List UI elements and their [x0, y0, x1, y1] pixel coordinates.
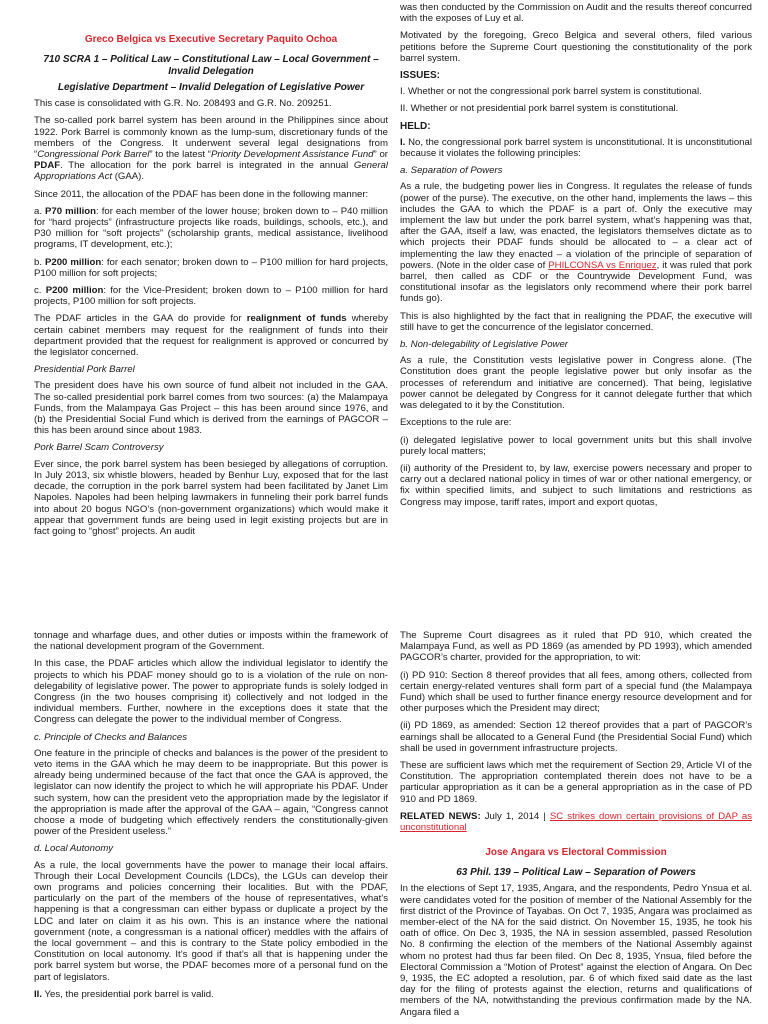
paragraph: In this case, the PDAF articles which allow the individual legislator to identify the projects to which his PDAF money should go to is a violation of the rule on non-delegability of legislative power. The power to appropriate funds is solely lodged in Congress (in the two houses comprising it) collectively and not lodged in the individual members. Further, nowhere in the exceptions does it state that the Congress can delegate the power to the individual member of Congress. — [34, 658, 388, 726]
list-item: b. P200 million: for each senator; broken down to – P100 million for hard projects, P100 million for soft projects; — [34, 256, 388, 279]
page-2-left-column — [34, 630, 388, 1024]
paragraph: The PDAF articles in the GAA do provide for realignment of funds whereby certain cabinet members may request for the realignment of funds into their department provided that the request for realignment is approved or concurred by the legislator concerned. — [34, 313, 388, 359]
paragraph: This case is consolidated with G.R. No. 208493 and G.R. No. 209251. — [34, 98, 332, 110]
section-heading: a. Separation of Powers — [400, 165, 503, 177]
paragraph: The so-called pork barrel system has been around in the Philippines since about 1922. Pork Barrel is commonly known as the lump-sum, discretionary funds of the members of the Congress. It underwent several legal designations from “Congressional Pork Barrel” to the latest “Priority Development Assistance Fund” or PDAF. The allocation for the pork barrel is integrated in the annual General Appropriations Act (GAA). — [34, 115, 388, 183]
issue-item: I. Whether or not the congressional pork barrel system is constitutional. — [400, 86, 702, 98]
case-link-philconsa[interactable]: PHILCONSA vs Enriquez — [548, 259, 657, 271]
paragraph: Motivated by the foregoing, Greco Belgica and several others, filed various petitions before the Supreme Court questioning the constitutionality of the pork barrel system. — [400, 30, 752, 64]
paragraph: tonnage and wharfage dues, and other duties or imposts within the framework of the national development program of the Government. — [34, 630, 388, 653]
paragraph: Exceptions to the rule are: — [400, 417, 512, 429]
case-title: Greco Belgica vs Executive Secretary Paquito Ochoa — [84, 34, 338, 45]
paragraph: (ii) PD 1869, as amended: Section 12 thereof provides that a part of PAGCOR’s earnings shall be allocated to a General Fund (the Presidential Social Fund) which shall be used in government infrastructure projects. — [400, 720, 752, 754]
case-title: Jose Angara vs Electoral Commission — [485, 847, 667, 859]
related-news-link[interactable]: SC strikes down certain provisions of DAP as unconstitutional — [400, 810, 752, 834]
paragraph: (i) PD 910: Section 8 thereof provides that all fees, among others, collected from certain energy-related ventures shall form part of a special fund (the Malampaya Fund) which shall be used to further finance energy resource development and for other purposes which the President may direct; — [400, 669, 752, 715]
related-news: RELATED NEWS: July 1, 2014 | SC strikes down certain provisions of DAP as unconstitutional — [400, 810, 752, 834]
paragraph: As a rule, the Constitution vests legislative power in Congress alone. (The Constitution does grant the people legislative power but only insofar as the processes of referendum and initiative are concerned). That being, legislative power cannot be delegated by Congress for it cannot delegate further that which was delegated to it by the Constitution. — [400, 355, 752, 412]
issues-heading: ISSUES: — [400, 70, 441, 82]
list-item: a. P70 million: for each member of the lower house; broken down to – P40 million for “hard projects” (infrastructure projects like roads, buildings, schools, etc.), and P30 million for “soft projects” (scholarship grants, medical assistance, livelihood programs, IT development, etc.); — [34, 205, 388, 251]
page-1-left-column — [34, 34, 388, 575]
paragraph: In the elections of Sept 17, 1935, Angara, and the respondents, Pedro Ynsua et al. were candidates voted for the position of member of the National Assembly for the first district of the Province of Tayabas. On Oct 7, 1935, Angara was proclaimed as member-elect of the NA for the said district. On November 15, 1935, he took his oath of office. On Dec 3, 1935, the NA in session assembled, passed Resolution No. 8 confirming the election of the members of the National Assembly against whom no protest had thus far been filed. On Dec 8, 1935, Ynsua, filed before the Electoral Commission a “Motion of Protest” against the election of Angara. On Dec 9, 1935, the EC adopted a resolution, par. 6 of which fixed said date as the last day for the filing of protests against the election, returns and qualifications of members of the NA, notwithstanding the previous confirmation made by the NA. Angara filed a — [400, 883, 752, 1018]
list-item: (ii) authority of the President to, by law, exercise powers necessary and proper to carry out a declared national policy in times of war or other national emergency, or fix within specified limits, and subject to such limitations and restrictions as Congress may impose, tariff rates, import and export quotas, — [400, 462, 752, 508]
paragraph: Since 2011, the allocation of the PDAF has been done in the following manner: — [34, 188, 369, 200]
list-item: (i) delegated legislative power to local government units but this shall involve purely local matters; — [400, 434, 752, 457]
paragraph: The president does have his own source of fund albeit not included in the GAA. The so-called presidential pork barrel comes from two sources: (a) the Malampaya Funds, from the Malampaya Gas Project – this has been around since 1976, and (b) the Presidential Social Fund which is derived from the earnings of PAGCOR – this has been around since about 1983. — [34, 380, 388, 437]
paragraph: One feature in the principle of checks and balances is the power of the president to veto items in the GAA which he may deem to be inappropriate. But this power is already being undermined because of the fact that once the GAA is approved, the legislator can now identify the project to which he will appropriate his PDAF. Under such system, how can the president veto the appropriation made by the legislator if the appropriation is made after the approval of the GAA – again, “Congress cannot choose a mode of budgeting which effectively renders the constitutionally-given power of the President useless.” — [34, 747, 388, 838]
paragraph: II. Yes, the presidential pork barrel is valid. — [34, 988, 214, 1000]
paragraph: As a rule, the budgeting power lies in Congress. It regulates the release of funds (power of the purse). The executive, on the other hand, implements the laws – this includes the GAA to which the PDAF is a part of. Only the executive may implement the law but under the pork barrel system, what’s happening was that, after the GAA, itself a law, was enacted, the legislators themselves dictate as to which projects their PDAF funds should be allocated to – a clear act of implementing the law they enacted – a violation of the principle of separation of powers. (Note in the older case of PHILCONSA vs Enriquez, it was ruled that pork barrel, then called as CDF or the Countrywide Development Fund, was constitutional insofar as the legislators only recommend where their pork barrel funds go). — [400, 181, 752, 305]
paragraph: This is also highlighted by the fact that in realigning the PDAF, the executive will still have to get the concurrence of the legislator concerned. — [400, 310, 752, 333]
paragraph: I. No, the congressional pork barrel system is unconstitutional. It is unconstitutional because it violates the following principles: — [400, 136, 752, 160]
case-subtitle: Legislative Department – Invalid Delegation of Legislative Power — [57, 82, 365, 94]
held-heading: HELD: — [400, 120, 431, 132]
list-item: c. P200 million: for the Vice-President; broken down to – P100 million for hard projects, P100 million for soft projects. — [34, 285, 388, 308]
issue-item: II. Whether or not presidential pork barrel system is constitutional. — [400, 103, 679, 115]
page-2-right-column — [400, 630, 752, 1024]
page-1-right-column — [400, 2, 752, 575]
page-2 — [0, 628, 768, 1024]
paragraph: The Supreme Court disagrees as it ruled that PD 910, which created the Malampaya Fund, as well as PD 1869 (as amended by PD 1993), which amended PAGCOR’s charter, provided for the appropriation, to wit: — [400, 630, 752, 664]
paragraph: Ever since, the pork barrel system has been besieged by allegations of corruption. In July 2013, six whistle blowers, headed by Benhur Luy, exposed that for the last decade, the corruption in the pork barrel system had been facilitated by Janet Lim Napoles. Napoles had been helping lawmakers in funneling their pork barrel funds into about 20 bogus NGO’s (non-government organizations) which would make it appear that government funds are being used in legit existing projects but are in fact going to “ghost” projects. An audit — [34, 458, 388, 537]
section-heading: b. Non-delegability of Legislative Power — [400, 339, 568, 351]
page-gap — [0, 575, 768, 628]
case-citation: 63 Phil. 139 – Political Law – Separation of Powers — [456, 867, 696, 879]
paragraph: As a rule, the local governments have the power to manage their local affairs. Through their Local Development Councils (LDCs), the LGUs can develop their own programs and policies concerning their localities. But with the PDAF, particularly on the part of the members of the house of representatives, what’s happening is that a congressman can either bypass or duplicate a project by the LDC and later on claim it as his own. This is an instance where the national government (note, a congressman is a national officer) meddles with the affairs of the local government – and this is contrary to the State policy embodied in the Constitution on local autonomy. It’s good if that’s all that is happening under the pork barrel system but worse, the PDAF becomes more of a personal fund on the part of legislators. — [34, 859, 388, 983]
case-citation: 710 SCRA 1 – Political Law – Constitutional Law – Local Government – Invalid Delegation — [43, 54, 379, 78]
paragraph: These are sufficient laws which met the requirement of Section 29, Article VI of the Constitution. The appropriation contemplated therein does not have to be a particular appropriation as it can be a general appropriation as in the case of PD 910 and PD 1869. — [400, 760, 752, 805]
section-heading: Pork Barrel Scam Controversy — [34, 442, 164, 454]
paragraph: was then conducted by the Commission on Audit and the results thereof concurred with the exposes of Luy et al. — [400, 2, 752, 25]
section-heading: Presidential Pork Barrel — [34, 364, 135, 376]
section-heading: c. Principle of Checks and Balances — [34, 731, 188, 743]
section-heading: d. Local Autonomy — [34, 843, 114, 855]
